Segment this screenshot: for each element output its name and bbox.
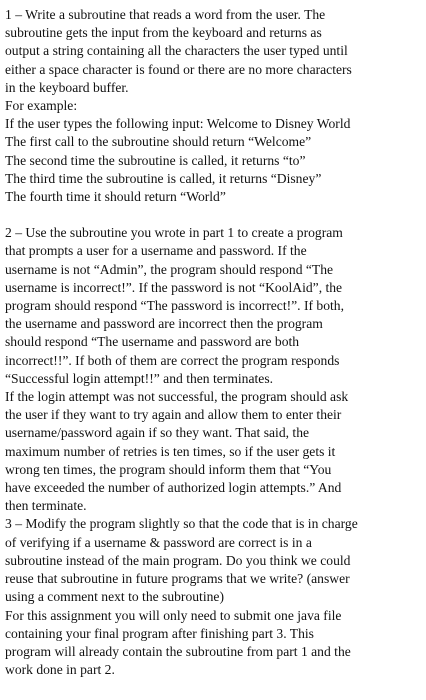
text-line: using a comment next to the subroutine) — [5, 589, 224, 605]
text-line: “Successful login attempt!!” and then terminates. — [5, 370, 274, 386]
text-line: work done in part 2. — [5, 662, 115, 678]
text-line: of verifying if a username & password are correct is in a — [5, 534, 312, 550]
text-line: have exceeded the number of authorized login attempts.” And — [5, 480, 342, 496]
text-line: For this assignment you will only need to submit one java file — [5, 607, 342, 623]
text-line: program should respond “The password is incorrect!”. If both, — [5, 298, 344, 314]
text-line: incorrect!!”. If both of them are correct the program responds — [5, 352, 340, 368]
text-line: For example: — [5, 98, 78, 114]
text-line: 3 – Modify the program slightly so that the code that is in charge — [5, 516, 358, 532]
part-2-paragraph — [5, 224, 420, 515]
text-line: wrong ten times, the program should inform them that “You — [5, 461, 332, 477]
text-line: in the keyboard buffer. — [5, 79, 129, 95]
part-3-paragraph — [5, 515, 420, 679]
text-line: username is incorrect!”. If the password is not “KoolAid”, the — [5, 279, 343, 295]
paragraph-gap — [5, 206, 420, 224]
text-line: containing your final program after finishing part 3. This — [5, 625, 314, 641]
text-line: program will already contain the subroutine from part 1 and the — [5, 643, 351, 659]
text-line: The first call to the subroutine should return “Welcome” — [5, 134, 312, 150]
text-line: username/password again if so they want. That said, the — [5, 425, 310, 441]
text-line: username is not “Admin”, the program should respond “The — [5, 261, 334, 277]
text-line: the user if they want to try again and allow them to enter their — [5, 407, 342, 423]
text-line: subroutine gets the input from the keyboard and returns as — [5, 25, 322, 41]
text-line: 2 – Use the subroutine you wrote in part 1 to create a program — [5, 225, 343, 241]
text-line: then terminate. — [5, 498, 87, 514]
text-line: output a string containing all the characters the user typed until — [5, 43, 348, 59]
text-line: 1 – Write a subroutine that reads a word from the user. The — [5, 7, 326, 22]
text-line: The second time the subroutine is called, it returns “to” — [5, 152, 306, 168]
text-line: that prompts a user for a username and password. If the — [5, 243, 307, 259]
text-line: subroutine instead of the main program. Do you think we could — [5, 552, 351, 568]
text-line: reuse that subroutine in future programs that we write? (answer — [5, 571, 350, 587]
text-line: should respond “The username and password are both — [5, 334, 300, 350]
part-1-paragraph — [5, 6, 420, 206]
text-line: the username and password are incorrect then the program — [5, 316, 323, 332]
text-line: The fourth time it should return “World” — [5, 189, 226, 205]
text-line: If the login attempt was not successful, the program should ask — [5, 389, 349, 405]
text-line: If the user types the following input: Welcome to Disney World — [5, 116, 351, 132]
text-line: maximum number of retries is ten times, so if the user gets it — [5, 443, 336, 459]
text-line: The third time the subroutine is called, it returns “Disney” — [5, 170, 322, 186]
text-line: either a space character is found or there are no more characters — [5, 61, 352, 77]
